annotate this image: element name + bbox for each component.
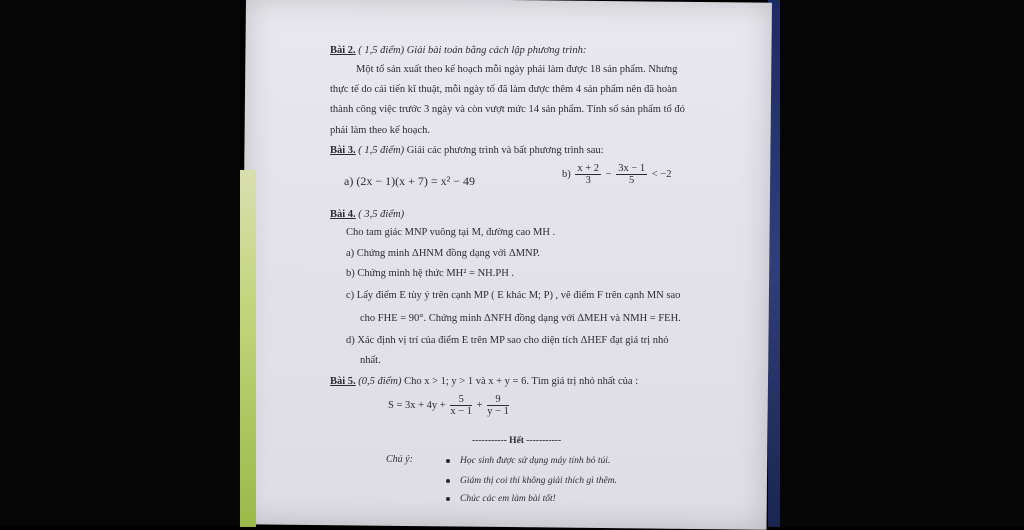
bai2-prompt: Giải bài toán bằng cách lập phương trình: [406,45,587,56]
bai5-num2: 9 [487,394,509,406]
bai4-b: b) Chứng minh hệ thức MH² = NH.PH . [346,268,515,279]
bai3-heading [330,144,604,158]
bai2-line-3: thành công việc trước 3 ngày và còn vượt mức 14 sản phẩm. Tính số sản phẩm tổ đó [330,104,685,115]
background-left [0,0,240,527]
bai2-title: Bài 2. [330,45,356,56]
bai2-line-4: phải làm theo kế hoạch. [330,125,431,136]
bai3-b-den2: 5 [629,175,635,187]
background-right [780,0,1024,527]
bai2-points: ( 1,5 điểm) [358,45,405,56]
bai2-line-1: Một tổ sản xuất theo kế hoạch mỗi ngày phải làm được 18 sản phẩm. Nhưng [356,64,678,75]
bai3-prompt: Giải các phương trình và bất phương trình sau: [406,145,604,156]
bai3-points: ( 1,5 điểm) [358,145,405,156]
bai3-a-label: a) [344,174,354,188]
bai5-fraction-2 [487,394,509,417]
notes-label: Chú ý: [386,454,413,465]
bai3-b-den1: 3 [585,175,591,187]
end-marker: ----------- Hết ----------- [472,436,562,446]
bai3-b-minus: − [605,169,612,180]
bai3-b-fraction-2 [616,163,647,186]
bai3-b-fraction-1 [575,163,601,186]
bai4-a: a) Chứng minh ΔHNM đồng dạng với ΔMNP. [346,248,540,259]
bai4-intro: Cho tam giác MNP vuông tại M, đường cao MH . [346,227,556,238]
bai4-points: ( 3,5 điểm) [358,209,405,220]
bullet-icon [446,479,450,483]
bai5-fraction-1 [450,394,472,417]
bai5-expression [388,394,511,418]
bai5-plus: + [476,400,483,411]
note-item-1 [446,454,610,468]
bai3-b-label: b) [562,169,571,180]
bai5-den2: y − 1 [487,406,509,418]
bai3-b-num1: x + 2 [577,163,600,175]
note-text-3: Chúc các em làm bài tốt! [460,494,556,504]
bai3-a-expr: (2x − 1)(x + 7) = x² − 49 [356,174,475,188]
note-item-3 [446,492,556,506]
bai5-heading [330,375,638,389]
bai4-c-line-2: cho FHE = 90°. Chứng minh ΔNFH đồng dạng với ΔMEH và NMH = FEH. [360,313,681,324]
bullet-icon [446,497,450,501]
note-text-1: Học sinh được sử dụng máy tính bỏ túi. [460,456,611,466]
bai4-heading [330,208,404,222]
bullet-icon [446,459,450,463]
bai5-den1: x − 1 [450,406,473,418]
bai5-prompt: Cho x > 1; y > 1 và x + y = 6. Tìm giá trị nhỏ nhất của : [404,376,639,387]
bai4-d-line-2: nhất. [360,355,381,366]
bai5-num1: 5 [450,394,472,406]
bai3-b [562,163,671,187]
bai5-s-lead: S = 3x + 4y + [388,400,446,411]
bai4-title: Bài 4. [330,209,356,220]
bai2-heading [330,44,586,58]
bai3-b-num2: 3x − 1 [618,163,646,175]
note-text-2: Giám thị coi thi không giải thích gì thêm. [460,476,617,486]
exam-paper [240,0,771,530]
bai3-b-tail: < −2 [651,169,672,180]
bai3-title: Bài 3. [330,145,356,156]
green-fabric [240,170,256,527]
bai5-title: Bài 5. [330,376,356,387]
bai2-line-2: thực tế do cải tiến kĩ thuật, mỗi ngày tổ đã làm được thêm 4 sản phẩm nên đã hoàn [330,84,678,95]
bai4-d-line-1: d) Xác định vị trí của điểm E trên MP sao cho diện tích ΔHEF đạt giá trị nhỏ [346,335,669,346]
bai3-a [344,174,475,188]
bai5-points: (0,5 điểm) [358,376,402,387]
note-item-2 [446,474,617,488]
bai4-c-line-1: c) Lấy điểm E tùy ý trên cạnh MP ( E khác M; P) , vẽ điểm F trên cạnh MN sao [346,290,681,301]
